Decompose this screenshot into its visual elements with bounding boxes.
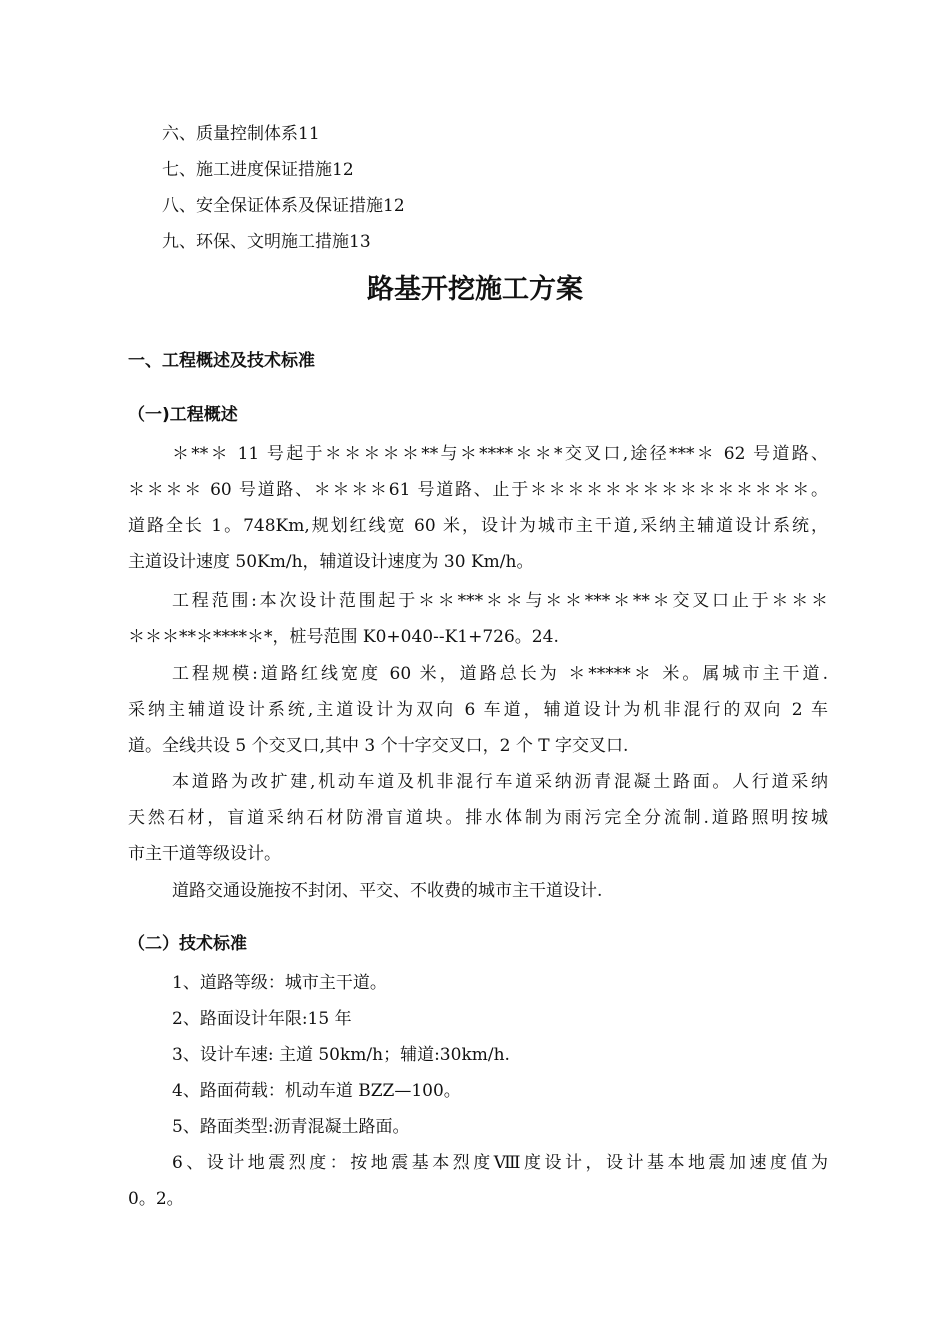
section-heading: 一、工程概述及技术标准: [128, 351, 315, 371]
toc-item: 八、安全保证体系及保证措施12: [162, 196, 405, 216]
paragraph-line: ＊**＊ 11 号起于＊＊＊＊＊**与＊****＊＊*交叉口,途径***＊ 62 号道路、: [172, 444, 828, 464]
paragraph-line: 道。全线共设 5 个交叉口,其中 3 个十字交叉口，2 个 T 字交叉口.: [128, 736, 629, 756]
list-item: 1、道路等级：城市主干道。: [172, 973, 387, 993]
subsection-heading: （二）技术标准: [128, 934, 247, 954]
paragraph-line: 道路全长 1。748Km,规划红线宽 60 米，设计为城市主干道,采纳主辅道设计系统，: [128, 516, 828, 536]
paragraph-line: 主道设计速度 50Km/h，辅道设计速度为 30 Km/h。: [128, 552, 534, 572]
paragraph-line: 采纳主辅道设计系统,主道设计为双向 6 车道，辅道设计为机非混行的双向 2 车: [128, 700, 828, 720]
paragraph-line: 工程规模:道路红线宽度 60 米，道路总长为 ＊*****＊ 米。属城市主干道.: [172, 664, 828, 684]
paragraph-line: 本道路为改扩建,机动车道及机非混行车道采纳沥青混凝土路面。人行道采纳: [172, 772, 828, 792]
list-item: 4、路面荷载：机动车道 BZZ—100。: [172, 1081, 461, 1101]
toc-item: 七、施工进度保证措施12: [162, 160, 354, 180]
list-item: 6、设计地震烈度：按地震基本烈度Ⅷ度设计，设计基本地震加速度值为: [172, 1153, 828, 1173]
paragraph-line: 工程范围:本次设计范围起于＊＊***＊＊与＊＊***＊**＊交叉口止于＊＊＊: [172, 591, 828, 611]
subsection-heading: （一)工程概述: [128, 405, 238, 425]
list-item: 5、路面类型:沥青混凝土路面。: [172, 1117, 410, 1137]
toc-item: 九、环保、文明施工措施13: [162, 232, 371, 252]
paragraph-line: ＊＊＊**＊****＊*，桩号范围 K0+040--K1+726。24.: [128, 627, 559, 647]
paragraph-line: 市主干道等级设计。: [128, 844, 281, 864]
paragraph-line: 道路交通设施按不封闭、平交、不收费的城市主干道设计.: [172, 881, 603, 901]
paragraph-line: ＊＊＊＊ 60 号道路、＊＊＊＊61 号道路、止于＊＊＊＊＊＊＊＊＊＊＊＊＊＊＊。: [128, 480, 828, 500]
toc-item: 六、质量控制体系11: [162, 124, 320, 144]
list-item: 3、设计车速: 主道 50km/h；辅道:30km/h.: [172, 1045, 510, 1065]
list-item-continuation: 0。2。: [128, 1189, 184, 1209]
paragraph-line: 天然石材，盲道采纳石材防滑盲道块。排水体制为雨污完全分流制.道路照明按城: [128, 808, 828, 828]
document-title: 路基开挖施工方案: [367, 274, 583, 305]
list-item: 2、路面设计年限:15 年: [172, 1009, 352, 1029]
